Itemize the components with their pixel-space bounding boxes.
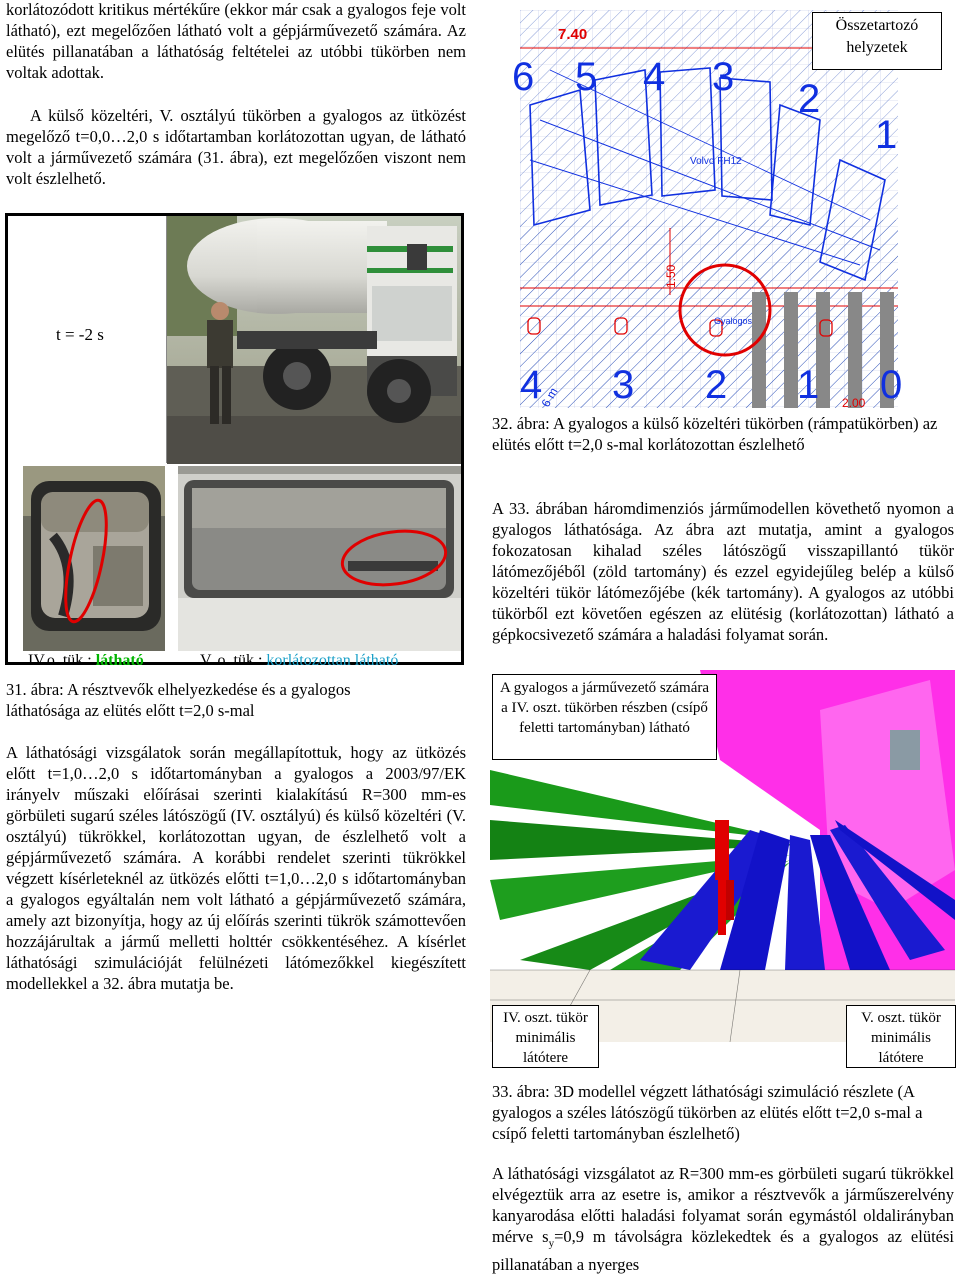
- right-paragraph-2-part-b: =0,9 m távolságra közlekedtek és a gyalogos az elütési pillanatában a nyerges: [492, 1227, 954, 1275]
- fig32-top-number: 6: [512, 55, 535, 99]
- fig33-callout-class-iv: IV. oszt. tükör minimális látótere: [492, 1005, 599, 1068]
- fig32-top-number: 4: [643, 55, 666, 99]
- fig32-dim-top: 7.40: [558, 26, 588, 43]
- fig31-time-label: t = -2 s: [56, 325, 104, 344]
- right-paragraph-2: [492, 1163, 954, 1275]
- fig32-dim-bottom: 2.00: [842, 396, 866, 410]
- right-paragraph-2-subscript: y: [548, 1237, 555, 1250]
- class-iv-label: [28, 650, 144, 671]
- fig32-pedestrian-label: Gyalogos: [714, 316, 753, 326]
- fig32-caption: 32. ábra: A gyalogos a külső közeltéri tükörben (rámpatükörben) az elütés előtt t=2,0 s-mal korlátozottan észlelhető: [492, 414, 938, 454]
- fig32-bottom-number: 0: [880, 363, 903, 407]
- class-iv-value: látható: [95, 652, 144, 669]
- fig32-dim-corner: 6 m: [538, 385, 561, 410]
- fig32-bottom-number: 4: [520, 363, 543, 407]
- truck-scene-photo: [167, 216, 461, 464]
- fig32-top-number: 1: [875, 113, 898, 157]
- class-iv-prefix: IV.o. tük.:: [28, 652, 96, 669]
- fig32-bottom-number: 2: [705, 363, 728, 407]
- class-iv-mirror-photo: [23, 466, 165, 651]
- fig31-caption: 31. ábra: A résztvevők elhelyezkedése és a gyalogos láthatósága az elütés előtt t=2,0 s-mal: [6, 680, 351, 720]
- right-paragraph-2-part-a: A láthatósági vizsgálatot az R=300 mm-es görbületi sugarú tükrökkel elvégeztük arra az esetre is, amikor a résztvevők a járműszerelvény kanyarodása előtti haladási folyamat során egymástól oldalirányban mérve s: [492, 1164, 954, 1246]
- fig32-bottom-number: 3: [612, 363, 635, 407]
- left-paragraph-1: korlátozódott kritikus mértékűre (ekkor már csak a gyalogos feje volt látható), ezt megelőzően látható volt a gépjárművezető számára. Az elütés pillanatában a láthatóság feltételei az utóbbi tükörben nem voltak adottak.: [6, 0, 466, 82]
- figure-31: [5, 213, 464, 669]
- fig32-top-number: 2: [798, 77, 821, 121]
- class-v-value: korlátozottan látható: [266, 652, 399, 669]
- class-v-label: [200, 650, 398, 671]
- fig33-caption: 33. ábra: 3D modellel végzett láthatósági szimuláció részlete (A gyalogos a széles látószögű tükörben az elütés előtt t=2,0 s-mal a csípő feletti tartományban észlelhető): [492, 1082, 923, 1143]
- fig31-time-cell: [8, 216, 167, 463]
- fig32-top-number: 3: [712, 55, 735, 99]
- right-paragraph-1: A 33. ábrában háromdimenziós járműmodellen követhető nyomon a gyalogos láthatósága. Az ábra azt mutatja, amint a gyalogos fokozatosan kihalad széles látószögű visszapillantó tükör látómezőjéből (zöld tartomány) és ezzel egyidejűleg belép a külső közeltéri tükör látómezőjébe (kék tartomány). A gyalogos az utóbbi tükörből ezt követően egészen az elütésig (korlátozottan) látható a gépkocsivezető számára a haladási folyamat során.: [492, 499, 954, 644]
- left-paragraph-3: A láthatósági vizsgálatok során megállapítottuk, hogy az ütközés előtt t=1,0…2,0 s időtartományban a gyalogos a 2003/97/EK irányelv műszaki előírásai szerinti kialakítású R=300 mm-es görbületi sugarú széles látószögű (IV. osztályú) és külső közeltéri (V. osztályú) tükrökkel, korlátozottan ugyan, de észlelhető volt a gépjárművezető számára. A korábbi rendelet szerinti tükrökkel végzett kísérleteknél az ütközés előtti t=1,0…2,0 s időtartományban a gyalogos egyáltalán nem volt látható a gépjárművezető számára, amely azt bizonyítja, hogy az új előírás szerinti tükrök számottevően hozzájárultak a jármű melletti holttér csökkentéséhez. A kísérlet láthatósági szimulációját felülnézeti látómezőkkel kiegészített modellekkel a 32. ábra mutatja be.: [6, 743, 466, 993]
- fig32-vehicle-label: Volvo FH12: [690, 156, 742, 167]
- fig32-top-number: 5: [575, 55, 598, 99]
- fig32-dim-side: 1.50: [664, 264, 678, 288]
- fig33-callout-top: A gyalogos a járművezető számára a IV. oszt. tükörben részben (csípő feletti tartományban) látható: [492, 674, 717, 760]
- fig32-bottom-number: 1: [797, 363, 820, 407]
- class-v-prefix: V. o. tük.:: [200, 652, 267, 669]
- fig32-callout: Összetartozó helyzetek: [812, 12, 942, 70]
- fig33-callout-class-v: V. oszt. tükör minimális látótere: [846, 1005, 956, 1068]
- class-v-mirror-photo: [178, 466, 461, 651]
- left-paragraph-2: A külső közeltéri, V. osztályú tükörben a gyalogos az ütközést megelőző t=0,0…2,0 s időtartamban korlátozottan ugyan, de látható volt a járművezető számára (31. ábra), ezt megelőzően viszont nem volt észlelhető.: [6, 106, 466, 188]
